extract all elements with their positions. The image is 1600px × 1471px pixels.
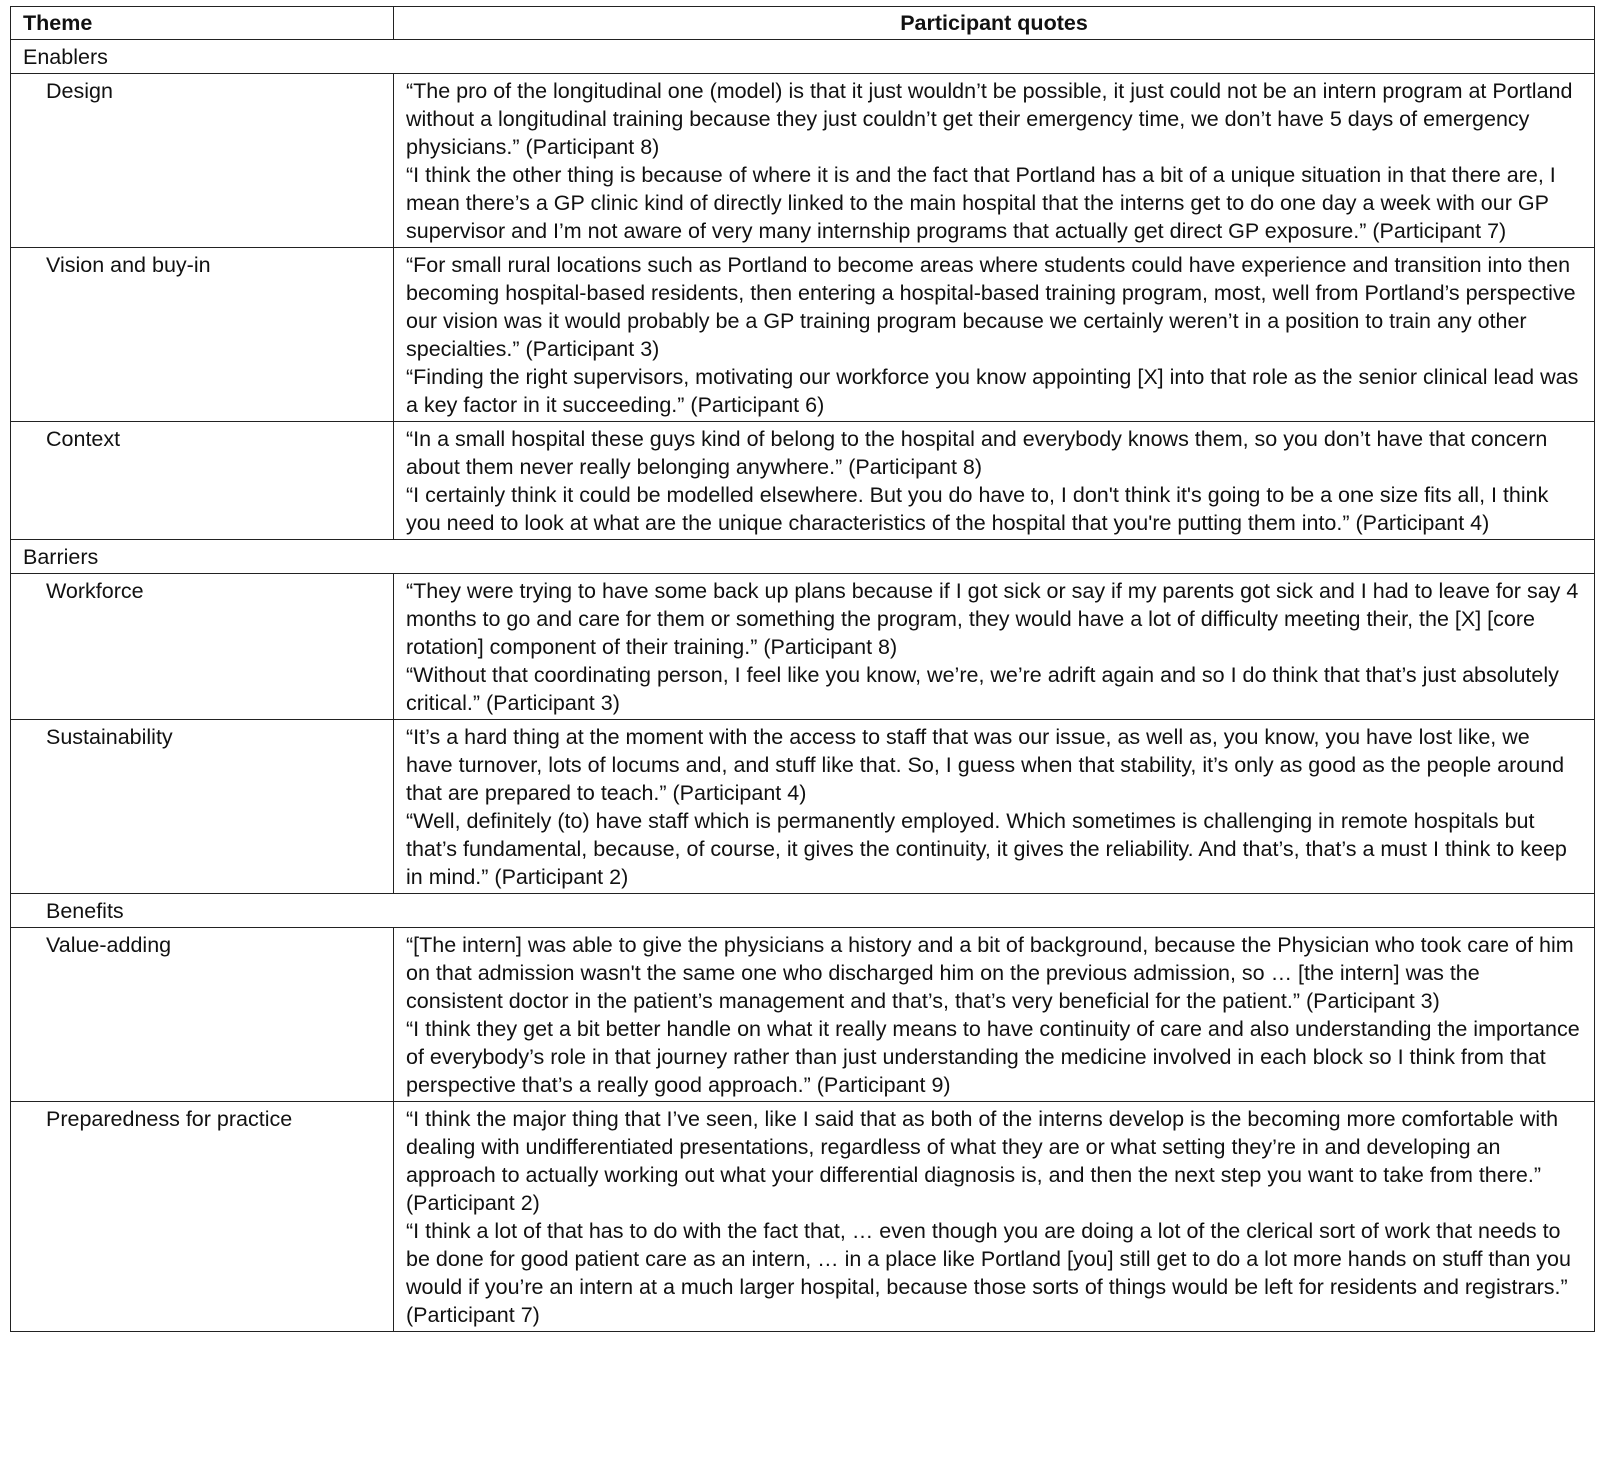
theme-cell: Design bbox=[11, 74, 394, 248]
quotes-cell bbox=[394, 1102, 1595, 1332]
table-row-value-adding bbox=[11, 928, 1595, 1102]
table-row-preparedness bbox=[11, 1102, 1595, 1332]
participant-quote: “For small rural locations such as Portland to become areas where students could have experience and transition into then becoming hospital-based residents, then entering a hospital-based training program, most, well from Portland’s perspective our vision was it would probably be a GP training program because we certainly weren’t in a position to train any other specialties.” (Participant 3) bbox=[406, 253, 1576, 361]
participant-quote: “I think the major thing that I’ve seen, like I said that as both of the interns develop is the becoming more comfortable with dealing with undifferentiated presentations, regardless of what they are or what setting they’re in and developing an approach to actually working out what your differential diagnosis is, and then the next step you want to take from there.” (Participant 2) bbox=[406, 1107, 1559, 1215]
theme-cell: Context bbox=[11, 422, 394, 540]
theme-cell: Vision and buy-in bbox=[11, 248, 394, 422]
table-row-vision bbox=[11, 248, 1595, 422]
quotes-column-header: Participant quotes bbox=[394, 7, 1595, 40]
participant-quote: “Well, definitely (to) have staff which is permanently employed. Which sometimes is challenging in remote hospitals but that’s fundamental, because, of course, it gives the continuity, it gives the reliability. And that’s, that’s a must I think to keep in mind.” (Participant 2) bbox=[406, 809, 1567, 889]
table-row-sustainability bbox=[11, 720, 1595, 894]
participant-quote: “I think the other thing is because of where it is and the fact that Portland has a bit of a unique situation in that there are, I mean there’s a GP clinic kind of directly linked to the main hospital that the interns get to do one day a week with our GP supervisor and I’m not aware of very many internship programs that actually get direct GP exposure.” (Participant 7) bbox=[406, 163, 1556, 243]
section-label-benefits: Benefits bbox=[11, 894, 394, 928]
participant-quote: “They were trying to have some back up plans because if I got sick or say if my parents got sick and I had to leave for say 4 months to go and care for them or something the program, they would have a lot of difficulty meeting their, the [X] [core rotation] component of their training.” (Participant 8) bbox=[406, 579, 1579, 659]
section-empty-cell bbox=[394, 540, 1595, 574]
theme-cell: Preparedness for practice bbox=[11, 1102, 394, 1332]
section-label-barriers: Barriers bbox=[11, 540, 394, 574]
section-empty-cell bbox=[394, 40, 1595, 74]
section-row-barriers bbox=[11, 540, 1595, 574]
participant-quote: “Without that coordinating person, I feel like you know, we’re, we’re adrift again and so I do think that that’s just absolutely critical.” (Participant 3) bbox=[406, 663, 1559, 715]
theme-column-header: Theme bbox=[11, 7, 394, 40]
table-row-workforce bbox=[11, 574, 1595, 720]
participant-quote: “I think they get a bit better handle on what it really means to have continuity of care and also understanding the importance of everybody’s role in that journey rather than just understanding the medicine involved in each block so I think from that perspective that’s a really good approach.” (Participant 9) bbox=[406, 1017, 1580, 1097]
participant-quote: “The pro of the longitudinal one (model) is that it just wouldn’t be possible, it just could not be an intern program at Portland without a longitudinal training because they just couldn’t get their emergency time, we don’t have 5 days of emergency physicians.” (Participant 8) bbox=[406, 79, 1573, 159]
participant-quote: “Finding the right supervisors, motivating our workforce you know appointing [X] into that role as the senior clinical lead was a key factor in it succeeding.” (Participant 6) bbox=[406, 365, 1579, 417]
section-row-enablers bbox=[11, 40, 1595, 74]
participant-quote: “In a small hospital these guys kind of belong to the hospital and everybody knows them, so you don’t have that concern about them never really belonging anywhere.” (Participant 8) bbox=[406, 427, 1548, 479]
participant-quote: “It’s a hard thing at the moment with the access to staff that was our issue, as well as, you know, you have lost like, we have turnover, lots of locums and, and stuff like that. So, I guess when that stability, it’s only as good as the people around that are prepared to teach.” (Participant 4) bbox=[406, 725, 1565, 805]
quotes-cell bbox=[394, 74, 1595, 248]
section-label-enablers: Enablers bbox=[11, 40, 394, 74]
quotes-cell bbox=[394, 422, 1595, 540]
quotes-cell bbox=[394, 928, 1595, 1102]
participant-quote: “[The intern] was able to give the physicians a history and a bit of background, because the Physician who took care of him on that admission wasn't the same one who discharged him on the previous admission, so … [the intern] was the consistent doctor in the patient’s management and that’s, that’s very beneficial for the patient.” (Participant 3) bbox=[406, 933, 1574, 1013]
table-row-design bbox=[11, 74, 1595, 248]
themes-quotes-table bbox=[10, 6, 1595, 1332]
quotes-cell bbox=[394, 574, 1595, 720]
table-row-context bbox=[11, 422, 1595, 540]
theme-cell: Sustainability bbox=[11, 720, 394, 894]
participant-quote: “I certainly think it could be modelled elsewhere. But you do have to, I don't think it's going to be a one size fits all, I think you need to look at what are the unique characteristics of the hospital that you're putting them into.” (Participant 4) bbox=[406, 483, 1549, 535]
header-row bbox=[11, 7, 1595, 40]
participant-quote: “I think a lot of that has to do with the fact that, … even though you are doing a lot of the clerical sort of work that needs to be done for good patient care as an intern, … in a place like Portland [you] still get to do a lot more hands on stuff than you would if you’re an intern at a much larger hospital, because those sorts of things would be left for residents and registrars.” (Participant 7) bbox=[406, 1219, 1571, 1327]
section-empty-cell bbox=[394, 894, 1595, 928]
theme-cell: Workforce bbox=[11, 574, 394, 720]
section-row-benefits bbox=[11, 894, 1595, 928]
theme-cell: Value-adding bbox=[11, 928, 394, 1102]
quotes-cell bbox=[394, 248, 1595, 422]
quotes-cell bbox=[394, 720, 1595, 894]
